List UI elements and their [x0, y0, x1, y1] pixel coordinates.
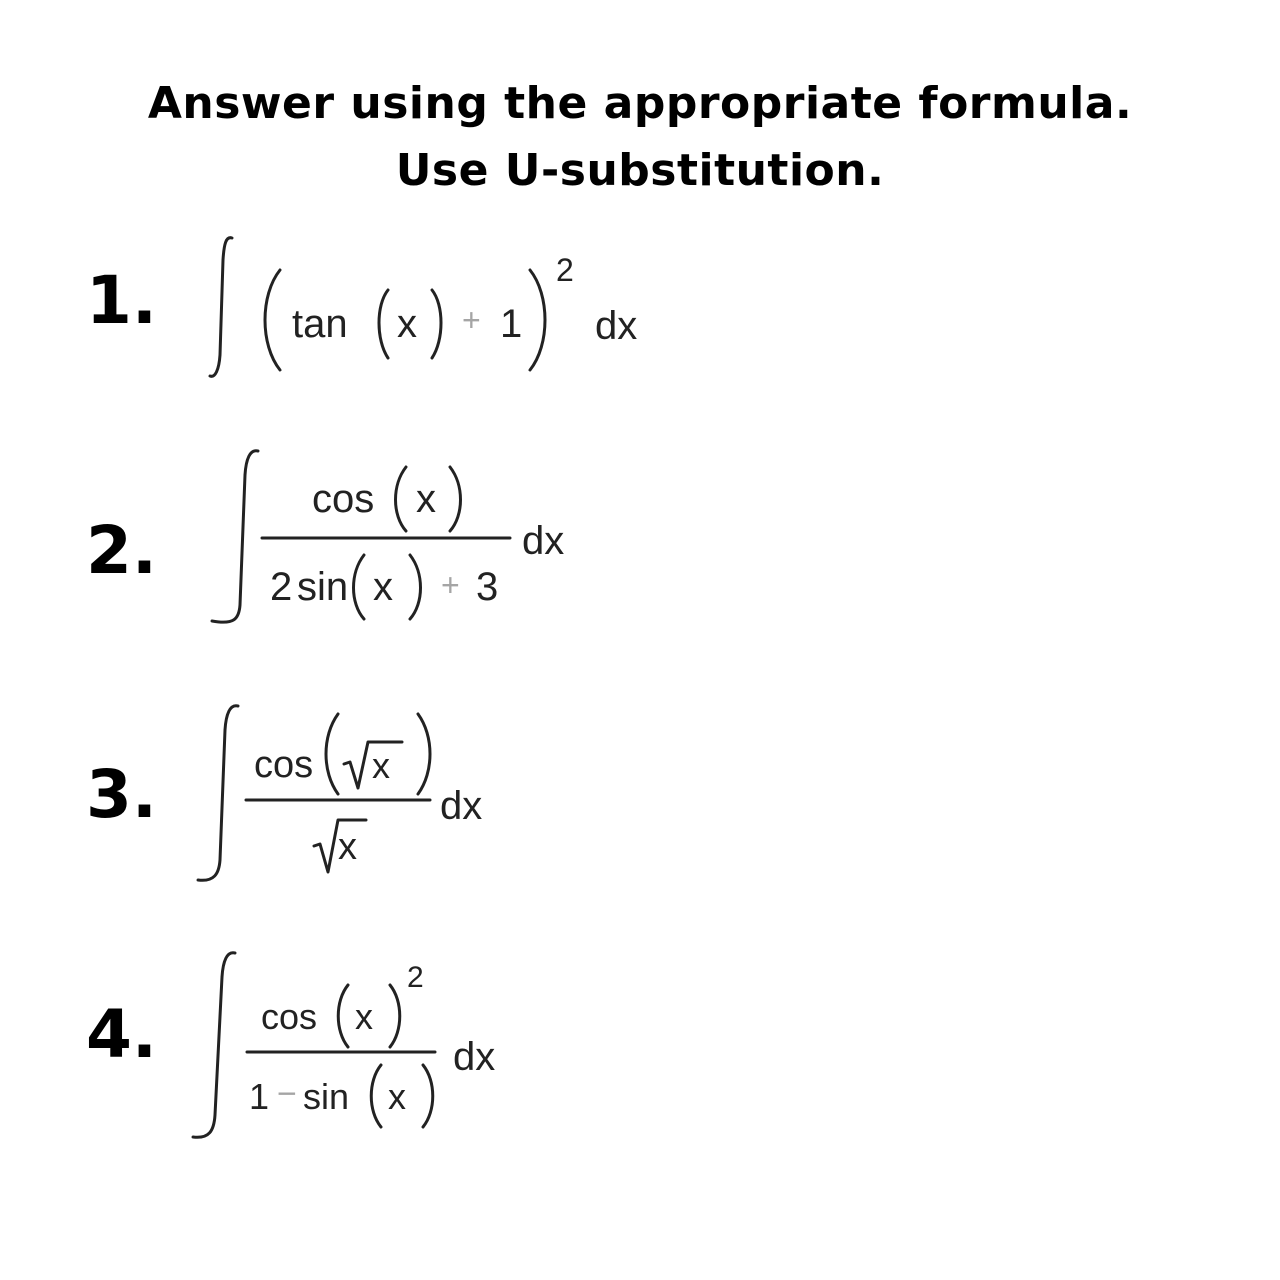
exponent-2: 2	[407, 961, 424, 994]
problem-number-2: 2.	[86, 512, 157, 589]
num-left-paren	[326, 714, 338, 794]
den-right-paren	[410, 555, 421, 619]
num-right-paren	[390, 985, 400, 1047]
differential-dx: dx	[453, 1035, 496, 1079]
problem-number-1: 1.	[86, 262, 157, 339]
den-coef-2: 2	[270, 565, 293, 609]
den-const-1: 1	[249, 1076, 270, 1117]
left-paren	[379, 290, 388, 358]
num-fn-cos: cos	[254, 744, 314, 786]
differential-dx: dx	[522, 519, 565, 563]
integral-sign	[198, 706, 238, 881]
num-arg-x: x	[372, 745, 390, 786]
operator-minus: −	[277, 1075, 297, 1113]
left-paren-big	[265, 270, 280, 370]
num-left-paren	[396, 467, 407, 531]
den-fn-sin: sin	[303, 1076, 350, 1117]
den-const-3: 3	[476, 565, 499, 609]
den-arg-x: x	[338, 826, 357, 868]
operator-plus: +	[441, 567, 460, 603]
problem-2-integral	[200, 445, 600, 635]
arg-x: x	[397, 302, 417, 346]
integral-sign	[212, 451, 258, 622]
instruction-line-2: Use U-substitution.	[395, 145, 885, 196]
differential-dx: dx	[595, 304, 638, 348]
integral-sign	[210, 238, 232, 377]
num-right-paren	[418, 714, 430, 794]
operator-plus: +	[462, 302, 481, 338]
num-arg-x: x	[416, 477, 436, 521]
den-arg-x: x	[373, 565, 393, 609]
integral-sign	[193, 953, 235, 1138]
den-arg-x: x	[388, 1076, 406, 1117]
instruction-line-1: Answer using the appropriate formula.	[147, 78, 1133, 129]
num-left-paren	[338, 985, 348, 1047]
right-paren-big	[530, 270, 545, 370]
right-paren	[432, 290, 441, 358]
problem-number-3: 3.	[86, 756, 157, 833]
num-right-paren	[450, 467, 461, 531]
den-left-paren	[371, 1065, 381, 1127]
den-left-paren	[354, 555, 365, 619]
num-arg-x: x	[355, 996, 373, 1037]
problem-3-integral	[190, 700, 520, 890]
problem-4-integral	[185, 945, 535, 1145]
num-fn-cos: cos	[312, 477, 375, 521]
exponent-2: 2	[556, 252, 574, 288]
problem-1-integral	[200, 230, 680, 390]
differential-dx: dx	[440, 784, 483, 828]
den-fn-sin: sin	[297, 565, 349, 609]
fn-tan: tan	[292, 302, 348, 346]
den-right-paren	[423, 1065, 433, 1127]
problem-number-4: 4.	[86, 996, 157, 1073]
const-1: 1	[500, 302, 523, 346]
num-fn-cos: cos	[261, 996, 318, 1037]
